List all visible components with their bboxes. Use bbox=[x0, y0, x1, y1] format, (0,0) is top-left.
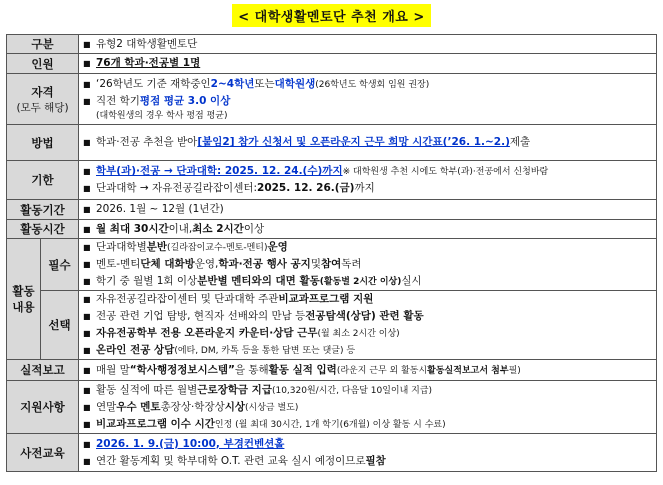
row-content bbox=[79, 220, 657, 239]
overview-table bbox=[6, 34, 657, 472]
row-content bbox=[79, 54, 657, 74]
attachment-link[interactable]: [붙임2] 참가 신청서 및 오픈라운지 근무 희망 시간표(’26. 1.~2.) bbox=[197, 136, 510, 148]
row-label: 자격 (모두 해당) bbox=[7, 74, 79, 125]
bullet-icon bbox=[83, 326, 96, 342]
row-content bbox=[79, 360, 657, 381]
row-label: 방법 bbox=[7, 125, 79, 161]
row-bangbeop bbox=[7, 125, 657, 161]
list-item: ■ 월 최대 30시간 이내, 최소 2시간 이상 bbox=[83, 221, 652, 238]
list-item: ■ 유형2 대학생활멘토단 bbox=[83, 36, 652, 53]
row-hwaldongnaeyong-seontaek bbox=[7, 291, 657, 360]
bullet-icon bbox=[83, 135, 96, 151]
bullet-icon bbox=[83, 417, 96, 433]
row-gubun bbox=[7, 35, 657, 54]
row-label: 사전교육 bbox=[7, 434, 79, 472]
row-content bbox=[79, 200, 657, 220]
row-content bbox=[79, 434, 657, 472]
row-hwaldongsigan bbox=[7, 220, 657, 239]
list-item: ■ 활동 실적에 따른 월별 근로장학금 지급 (10,320원/시간, 다음달 10일이내 지급) bbox=[83, 382, 652, 399]
sub-label: 필수 bbox=[41, 239, 79, 291]
list-item: ■ 매월 말 “학사행정정보시스템” 을 통해 활동 실적 입력 (라운지 근무 외 활동시 활동실적보고서 첨부 필) bbox=[83, 362, 652, 379]
row-content bbox=[79, 125, 657, 161]
list-item: ■ 단과대학별 분반 (길라잡이교수-멘토-멘티) 운영 bbox=[83, 239, 652, 256]
list-item: ■ 학기 중 월별 1회 이상 분반별 멘티와의 대면 활동 (활동별 2시간 이상) 실시 bbox=[83, 273, 652, 290]
bullet-icon bbox=[83, 400, 96, 416]
note-text: (대학원생의 경우 학사 평점 평균) bbox=[96, 110, 228, 121]
bullet-icon bbox=[83, 437, 96, 453]
list-item: ■ 자유전공길라잡이센터 및 단과대학 주관 비교과프로그램 지원 bbox=[83, 291, 652, 308]
list-item: ■ 연말 우수 멘토 총장상·학장상 시상 (시상금 별도) bbox=[83, 399, 652, 416]
list-item: ■ 학부(과)·전공 → 단과대학: 2025. 12. 24.(수)까지 ※ 대학원생 추천 시에도 학부(과)·전공에서 신청바람 bbox=[83, 163, 652, 180]
list-item: ■ 연간 활동계획 및 학부대학 O.T. 관련 교육 실시 예정이므로 필참 bbox=[83, 453, 652, 470]
row-label: 활동 내용 bbox=[7, 239, 41, 360]
bullet-icon bbox=[83, 309, 96, 325]
row-label: 기한 bbox=[7, 161, 79, 200]
row-content bbox=[79, 291, 657, 360]
row-content bbox=[79, 161, 657, 200]
bullet-icon bbox=[83, 454, 96, 470]
row-inwon bbox=[7, 54, 657, 74]
row-label: 활동기간 bbox=[7, 200, 79, 220]
row-siljeokbogo bbox=[7, 360, 657, 381]
bullet-icon bbox=[83, 257, 96, 273]
bullet-icon bbox=[83, 181, 96, 197]
bullet-icon bbox=[83, 240, 96, 256]
bullet-icon bbox=[83, 77, 96, 93]
row-content bbox=[79, 35, 657, 54]
row-label: 구분 bbox=[7, 35, 79, 54]
row-label: 인원 bbox=[7, 54, 79, 74]
list-item: ■ 2026. 1월 ~ 12월 (1년간) bbox=[83, 201, 652, 218]
list-item: ■ 전공 관련 기업 탐방, 현직자 선배와의 만남 등 전공탐색(상담) 관련 활동 bbox=[83, 308, 652, 325]
bullet-icon bbox=[83, 363, 96, 379]
row-hwaldongnaeyong-pilsu bbox=[7, 239, 657, 291]
bullet-icon bbox=[83, 222, 96, 238]
bullet-icon bbox=[83, 37, 96, 53]
row-content bbox=[79, 381, 657, 434]
list-item: ■ ‘26학년도 기준 재학중인 2~4학년 또는 대학원생 (26학년도 학생회 임원 권장) bbox=[83, 76, 652, 93]
row-label: 활동시간 bbox=[7, 220, 79, 239]
row-label: 지원사항 bbox=[7, 381, 79, 434]
list-item: ■ 온라인 전공 상담 (에타, DM, 카톡 등을 통한 답변 또는 댓글) 등 bbox=[83, 342, 652, 359]
row-hwaldonggigan bbox=[7, 200, 657, 220]
bullet-icon bbox=[83, 343, 96, 359]
list-item: ■ 자유전공학부 전용 오픈라운지 카운터·상담 근무 (월 최소 2시간 이상) bbox=[83, 325, 652, 342]
row-content bbox=[79, 239, 657, 291]
row-jiwonsahang bbox=[7, 381, 657, 434]
bullet-icon bbox=[83, 94, 96, 110]
title-bar bbox=[0, 4, 663, 27]
sub-label: 선택 bbox=[41, 291, 79, 360]
list-item: ■ 멘토-멘티 단체 대화방 운영, 학과·전공 행사 공지 및 참여 독려 bbox=[83, 256, 652, 273]
bullet-icon bbox=[83, 56, 96, 72]
row-sajeongyoyuk bbox=[7, 434, 657, 472]
list-item: ■ 76개 학과·전공별 1명 bbox=[83, 55, 652, 72]
row-jagyeok bbox=[7, 74, 657, 125]
bullet-icon bbox=[83, 292, 96, 308]
row-label: 실적보고 bbox=[7, 360, 79, 381]
bullet-icon bbox=[83, 164, 96, 180]
list-item: ■ 학과·전공 추천을 받아 [붙임2] 참가 신청서 및 오픈라운지 근무 희망 시간표(’26. 1.~2.) 제출 bbox=[83, 134, 652, 151]
page-title: < 대학생활멘토단 추천 개요 > bbox=[232, 4, 431, 27]
row-content bbox=[79, 74, 657, 125]
bullet-icon bbox=[83, 383, 96, 399]
list-item: ■ 비교과프로그램 이수 시간 인정 (월 최대 30시간, 1개 학기(6개월) 이상 활동 시 수료) bbox=[83, 416, 652, 433]
list-item: ■ 직전 학기 평점 평균 3.0 이상 bbox=[83, 93, 652, 110]
list-item: ■ 단과대학 → 자유전공길라잡이센터: 2025. 12. 26.(금) 까지 bbox=[83, 180, 652, 197]
bullet-icon bbox=[83, 274, 96, 290]
list-item: ■ 2026. 1. 9.(금) 10:00, 부경컨벤션홀 bbox=[83, 436, 652, 453]
row-giran bbox=[7, 161, 657, 200]
bullet-icon bbox=[83, 202, 96, 218]
